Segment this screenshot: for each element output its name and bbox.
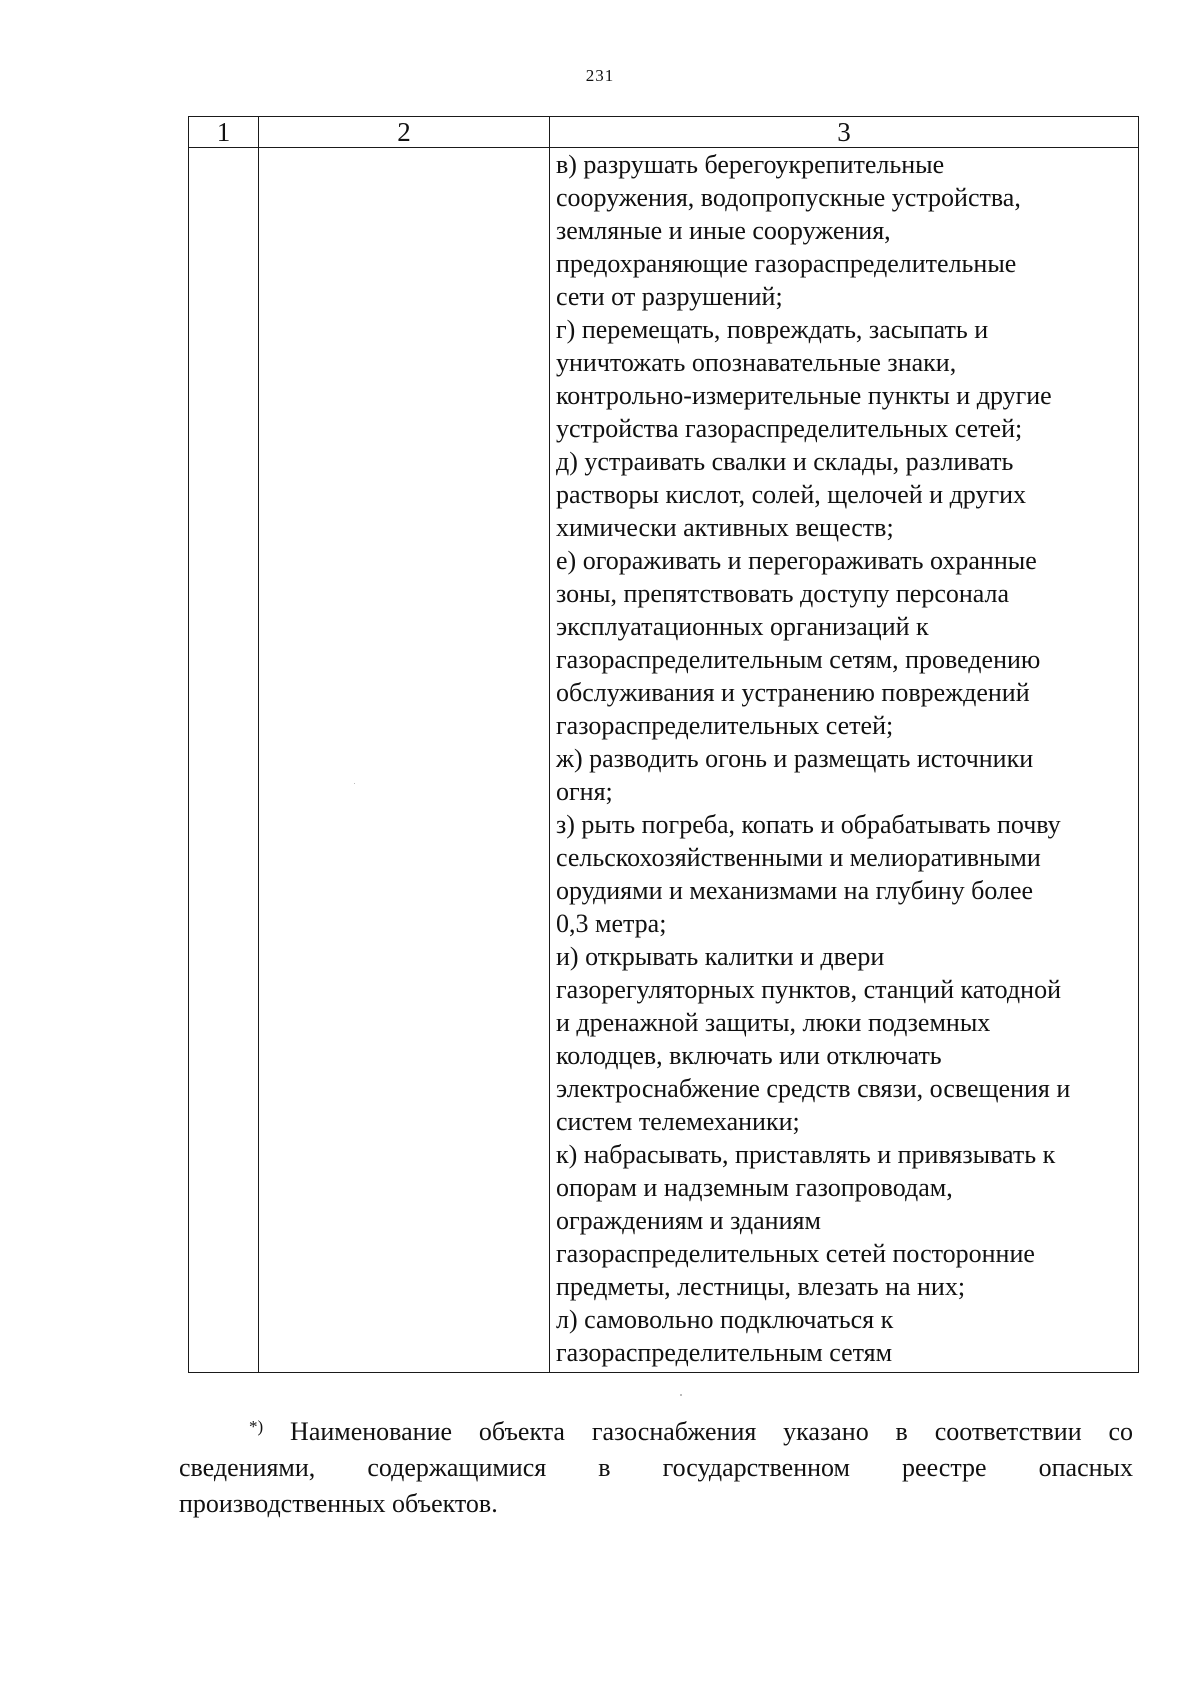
column-header-3: 3 [550,117,1139,148]
list-item-line: систем телемеханики; [556,1107,800,1136]
list-item-line: з) рыть погреба, копать и обрабатывать почву [556,810,1061,839]
list-item-line: л) самовольно подключаться к [556,1305,894,1334]
list-item-line: земляные и иные сооружения, [556,216,891,245]
list-item-line: сооружения, водопропускные устройства, [556,183,1021,212]
list-item [556,313,1134,445]
list-item [556,445,1134,544]
list-item [556,808,1134,940]
list-item-line: зоны, препятствовать доступу персонала [556,579,1010,608]
prohibitions-table [188,116,1139,1373]
list-item-line: 0,3 метра; [556,909,667,938]
list-item-line: опорам и надземным газопроводам, [556,1173,953,1202]
table-header-row [189,117,1139,148]
list-item-line: уничтожать опознавательные знаки, [556,348,957,377]
footnote [179,1414,1133,1522]
list-item-line: колодцев, включать или отключать [556,1041,942,1070]
list-item-line: ж) разводить огонь и размещать источники [556,744,1034,773]
list-item-line: газораспределительным сетям, проведению [556,645,1041,674]
list-item [556,1303,1134,1369]
list-item-line: г) перемещать, повреждать, засыпать и [556,315,989,344]
cell-column-1 [189,148,259,1373]
list-item-line: е) огораживать и перегораживать охранные [556,546,1037,575]
list-item-line: контрольно-измерительные пункты и другие [556,381,1052,410]
footnote-line-1-text: Наименование объекта газоснабжения указано в соответствии со [290,1417,1134,1446]
list-item-line: и дренажной защиты, люки подземных [556,1008,991,1037]
footnote-line-2: сведениями, содержащимися в государственном реестре опасных [179,1453,1133,1482]
list-item [556,742,1134,808]
list-item-line: сельскохозяйственными и мелиоративными [556,843,1041,872]
list-item-line: газораспределительных сетей; [556,711,894,740]
cell-column-3 [550,148,1139,1373]
footnote-marker: *) [249,1417,264,1436]
list-item-line: и) открывать калитки и двери [556,942,885,971]
footnote-line-1 [179,1414,1133,1450]
scan-speck [354,783,355,784]
list-item [556,544,1134,742]
list-item [556,940,1134,1138]
list-item-line: д) устраивать свалки и склады, разливать [556,447,1014,476]
list-item-line: к) набрасывать, приставлять и привязывать к [556,1140,1056,1169]
column-header-1: 1 [189,117,259,148]
list-item-line: газораспределительных сетей посторонние [556,1239,1035,1268]
list-item [556,1138,1134,1303]
list-item-line: предметы, лестницы, влезать на них; [556,1272,966,1301]
table-row [189,148,1139,1373]
list-item-line: газорегуляторных пунктов, станций катодной [556,975,1061,1004]
list-item-line: предохраняющие газораспределительные [556,249,1017,278]
list-item [556,148,1134,313]
footnote-line-3: производственных объектов. [179,1489,498,1518]
list-item-line: огня; [556,777,613,806]
list-item-line: химически активных веществ; [556,513,894,542]
page-number: 231 [585,66,615,85]
list-item-line: орудиями и механизмами на глубину более [556,876,1034,905]
list-item-line: в) разрушать берегоукрепительные [556,150,945,179]
list-item-line: обслуживания и устранению повреждений [556,678,1030,707]
list-item-line: растворы кислот, солей, щелочей и других [556,480,1027,509]
list-item-line: ограждениям и зданиям [556,1206,821,1235]
scan-speck [680,1394,682,1396]
cell-column-2 [259,148,550,1373]
list-item-line: эксплуатационных организаций к [556,612,929,641]
list-item-line: устройства газораспределительных сетей; [556,414,1023,443]
list-item-line: сети от разрушений; [556,282,783,311]
list-item-line: газораспределительным сетям [556,1338,893,1367]
list-item-line: электроснабжение средств связи, освещения и [556,1074,1071,1103]
prohibitions-list [550,148,1138,1369]
column-header-2: 2 [259,117,550,148]
